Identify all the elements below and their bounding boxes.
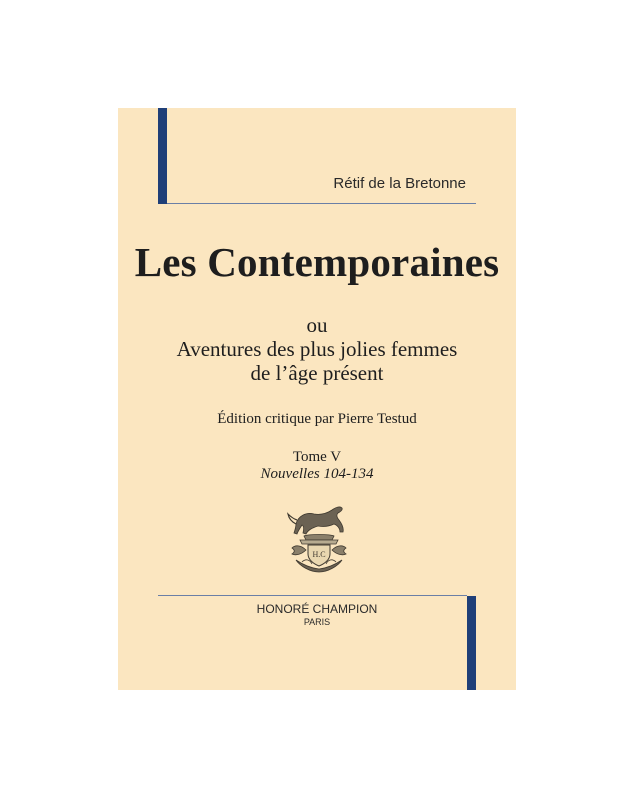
volume-contents: Nouvelles 104-134 [260, 466, 374, 482]
subtitle-conjunction: ou [306, 313, 328, 337]
top-rule-line [167, 203, 476, 204]
subtitle-line-1: Aventures des plus jolies femmes [176, 337, 458, 361]
book-title: Les Contemporaines [134, 239, 500, 285]
bottom-rule-line [158, 595, 467, 596]
author-name: Rétif de la Bretonne [333, 175, 466, 192]
volume-number: Tome V [292, 449, 342, 465]
edition-credit: Édition critique par Pierre Testud [217, 411, 417, 427]
emblem-initials: H.C [312, 550, 326, 559]
book-cover [118, 108, 516, 690]
subtitle-line-2: de l’âge présent [250, 361, 384, 385]
publisher-name: HONORÉ CHAMPION [256, 602, 378, 616]
bottom-accent-bar [467, 596, 476, 690]
publisher-city: PARIS [303, 617, 331, 627]
horse-crest-emblem-icon [282, 498, 356, 576]
